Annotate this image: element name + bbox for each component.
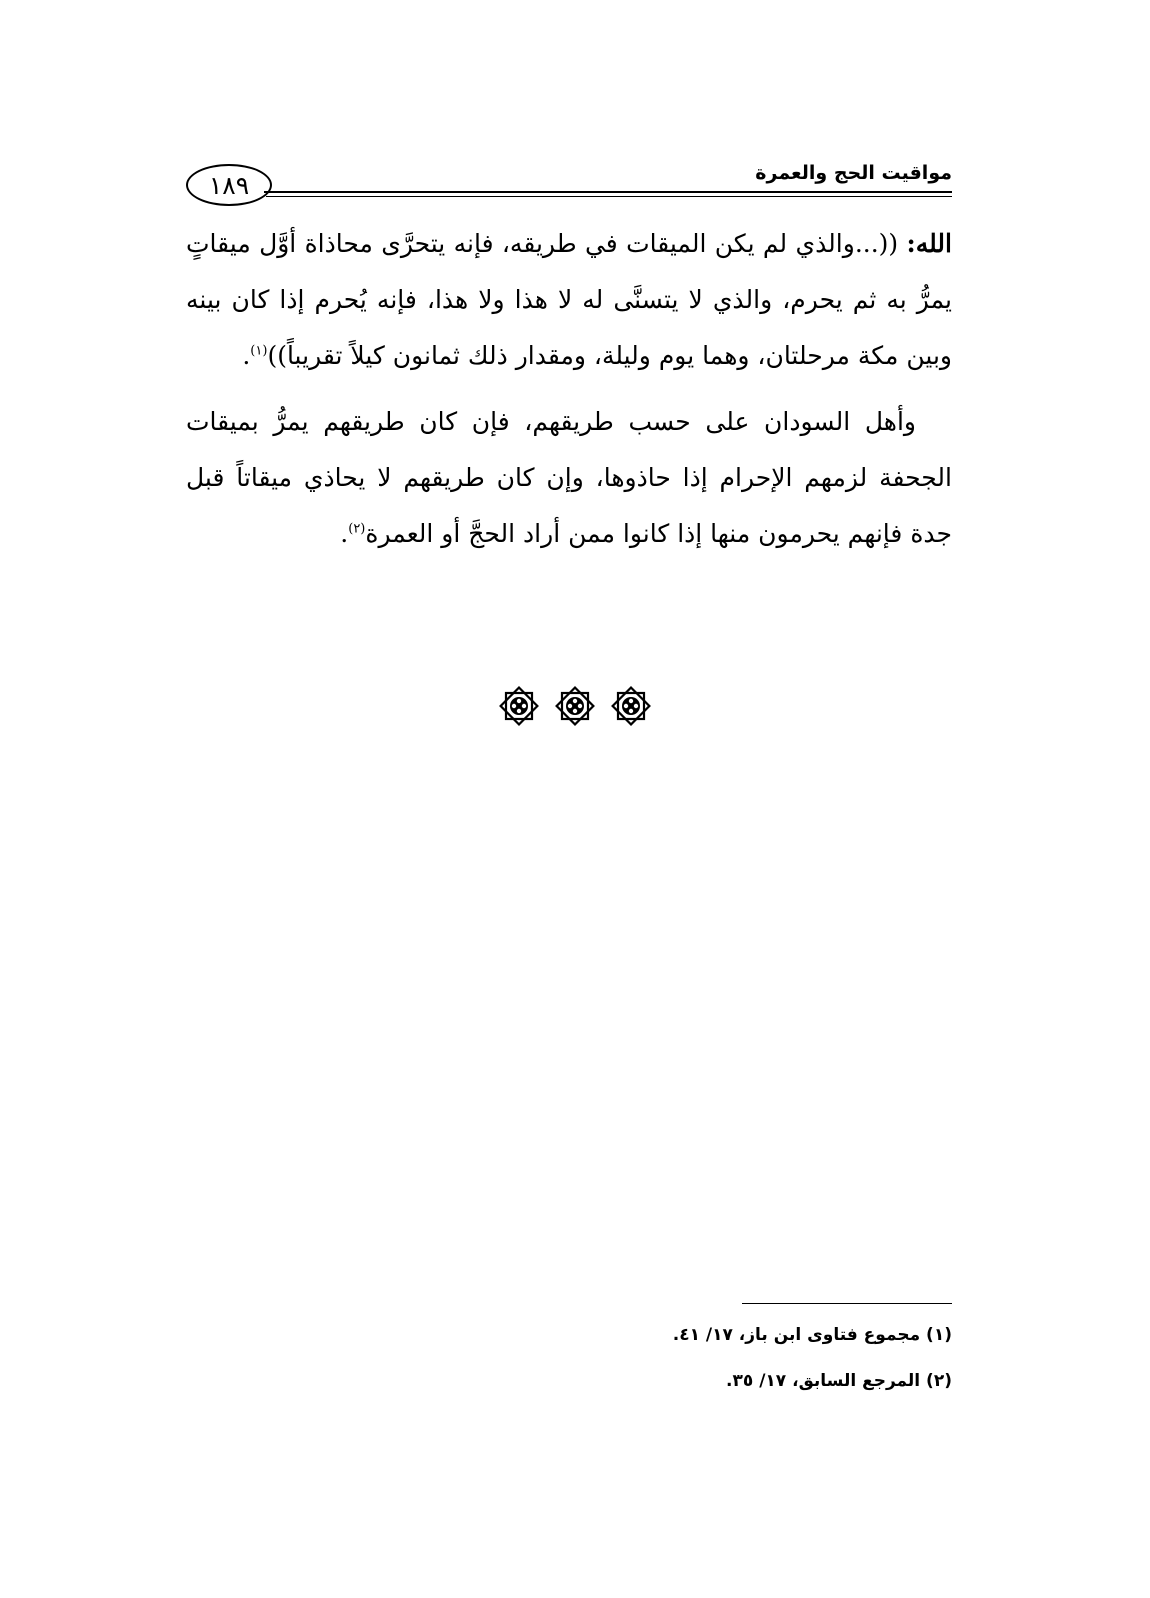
paragraph-1-text: ((...والذي لم يكن الميقات في طريقه، فإنه يتحرَّى محاذاة أوَّل ميقاتٍ يمرُّ به ثم يحرم، والذي لا يتسنَّى له لا هذا ولا هذا، فإنه يُحرم إذا كان بينه وبين مكة مرحلتان، وهما يوم وليلة، ومقدار ذلك ثمانون كيلاً تقريباً)): [186, 229, 952, 370]
paragraph-2-text: وأهل السودان على حسب طريقهم، فإن كان طريقهم يمرُّ بميقات الجحفة لزمهم الإحرام إذا حاذوها، وإن كان طريقهم لا يحاذي ميقاتاً قبل جدة فإنهم يحرمون منها إذا كانوا ممن أراد الحجَّ أو العمرة: [186, 407, 952, 548]
footnotes: [352, 1312, 952, 1404]
footnote-1: (١) مجموع فتاوى ابن باز، ١٧/ ٤١.: [672, 1325, 952, 1345]
page-number: ١٨٩: [186, 164, 272, 206]
footnote-ref-2[interactable]: (٢): [348, 521, 366, 537]
eight-point-star-ornament-icon: [553, 684, 597, 728]
eight-point-star-ornament-icon: [609, 684, 653, 728]
paragraph-1: [186, 216, 952, 384]
paragraph-1-lead: الله:: [906, 229, 952, 258]
running-title: مواقيت الحج والعمرة: [755, 162, 952, 184]
page-header: [186, 160, 952, 212]
footnote-ref-1[interactable]: (١): [250, 343, 268, 359]
header-rule: [264, 191, 952, 193]
paragraph-2: [186, 394, 952, 562]
body-text: [186, 216, 952, 562]
section-ornaments: [0, 684, 1150, 728]
paragraph-2-end: .: [340, 519, 349, 548]
footnote-2: (٢) المرجع السابق، ١٧/ ٣٥.: [726, 1371, 952, 1391]
eight-point-star-ornament-icon: [497, 684, 541, 728]
paragraph-1-end: .: [242, 341, 251, 370]
footnote-separator: [742, 1303, 952, 1304]
header-rule-thin: [266, 196, 952, 197]
